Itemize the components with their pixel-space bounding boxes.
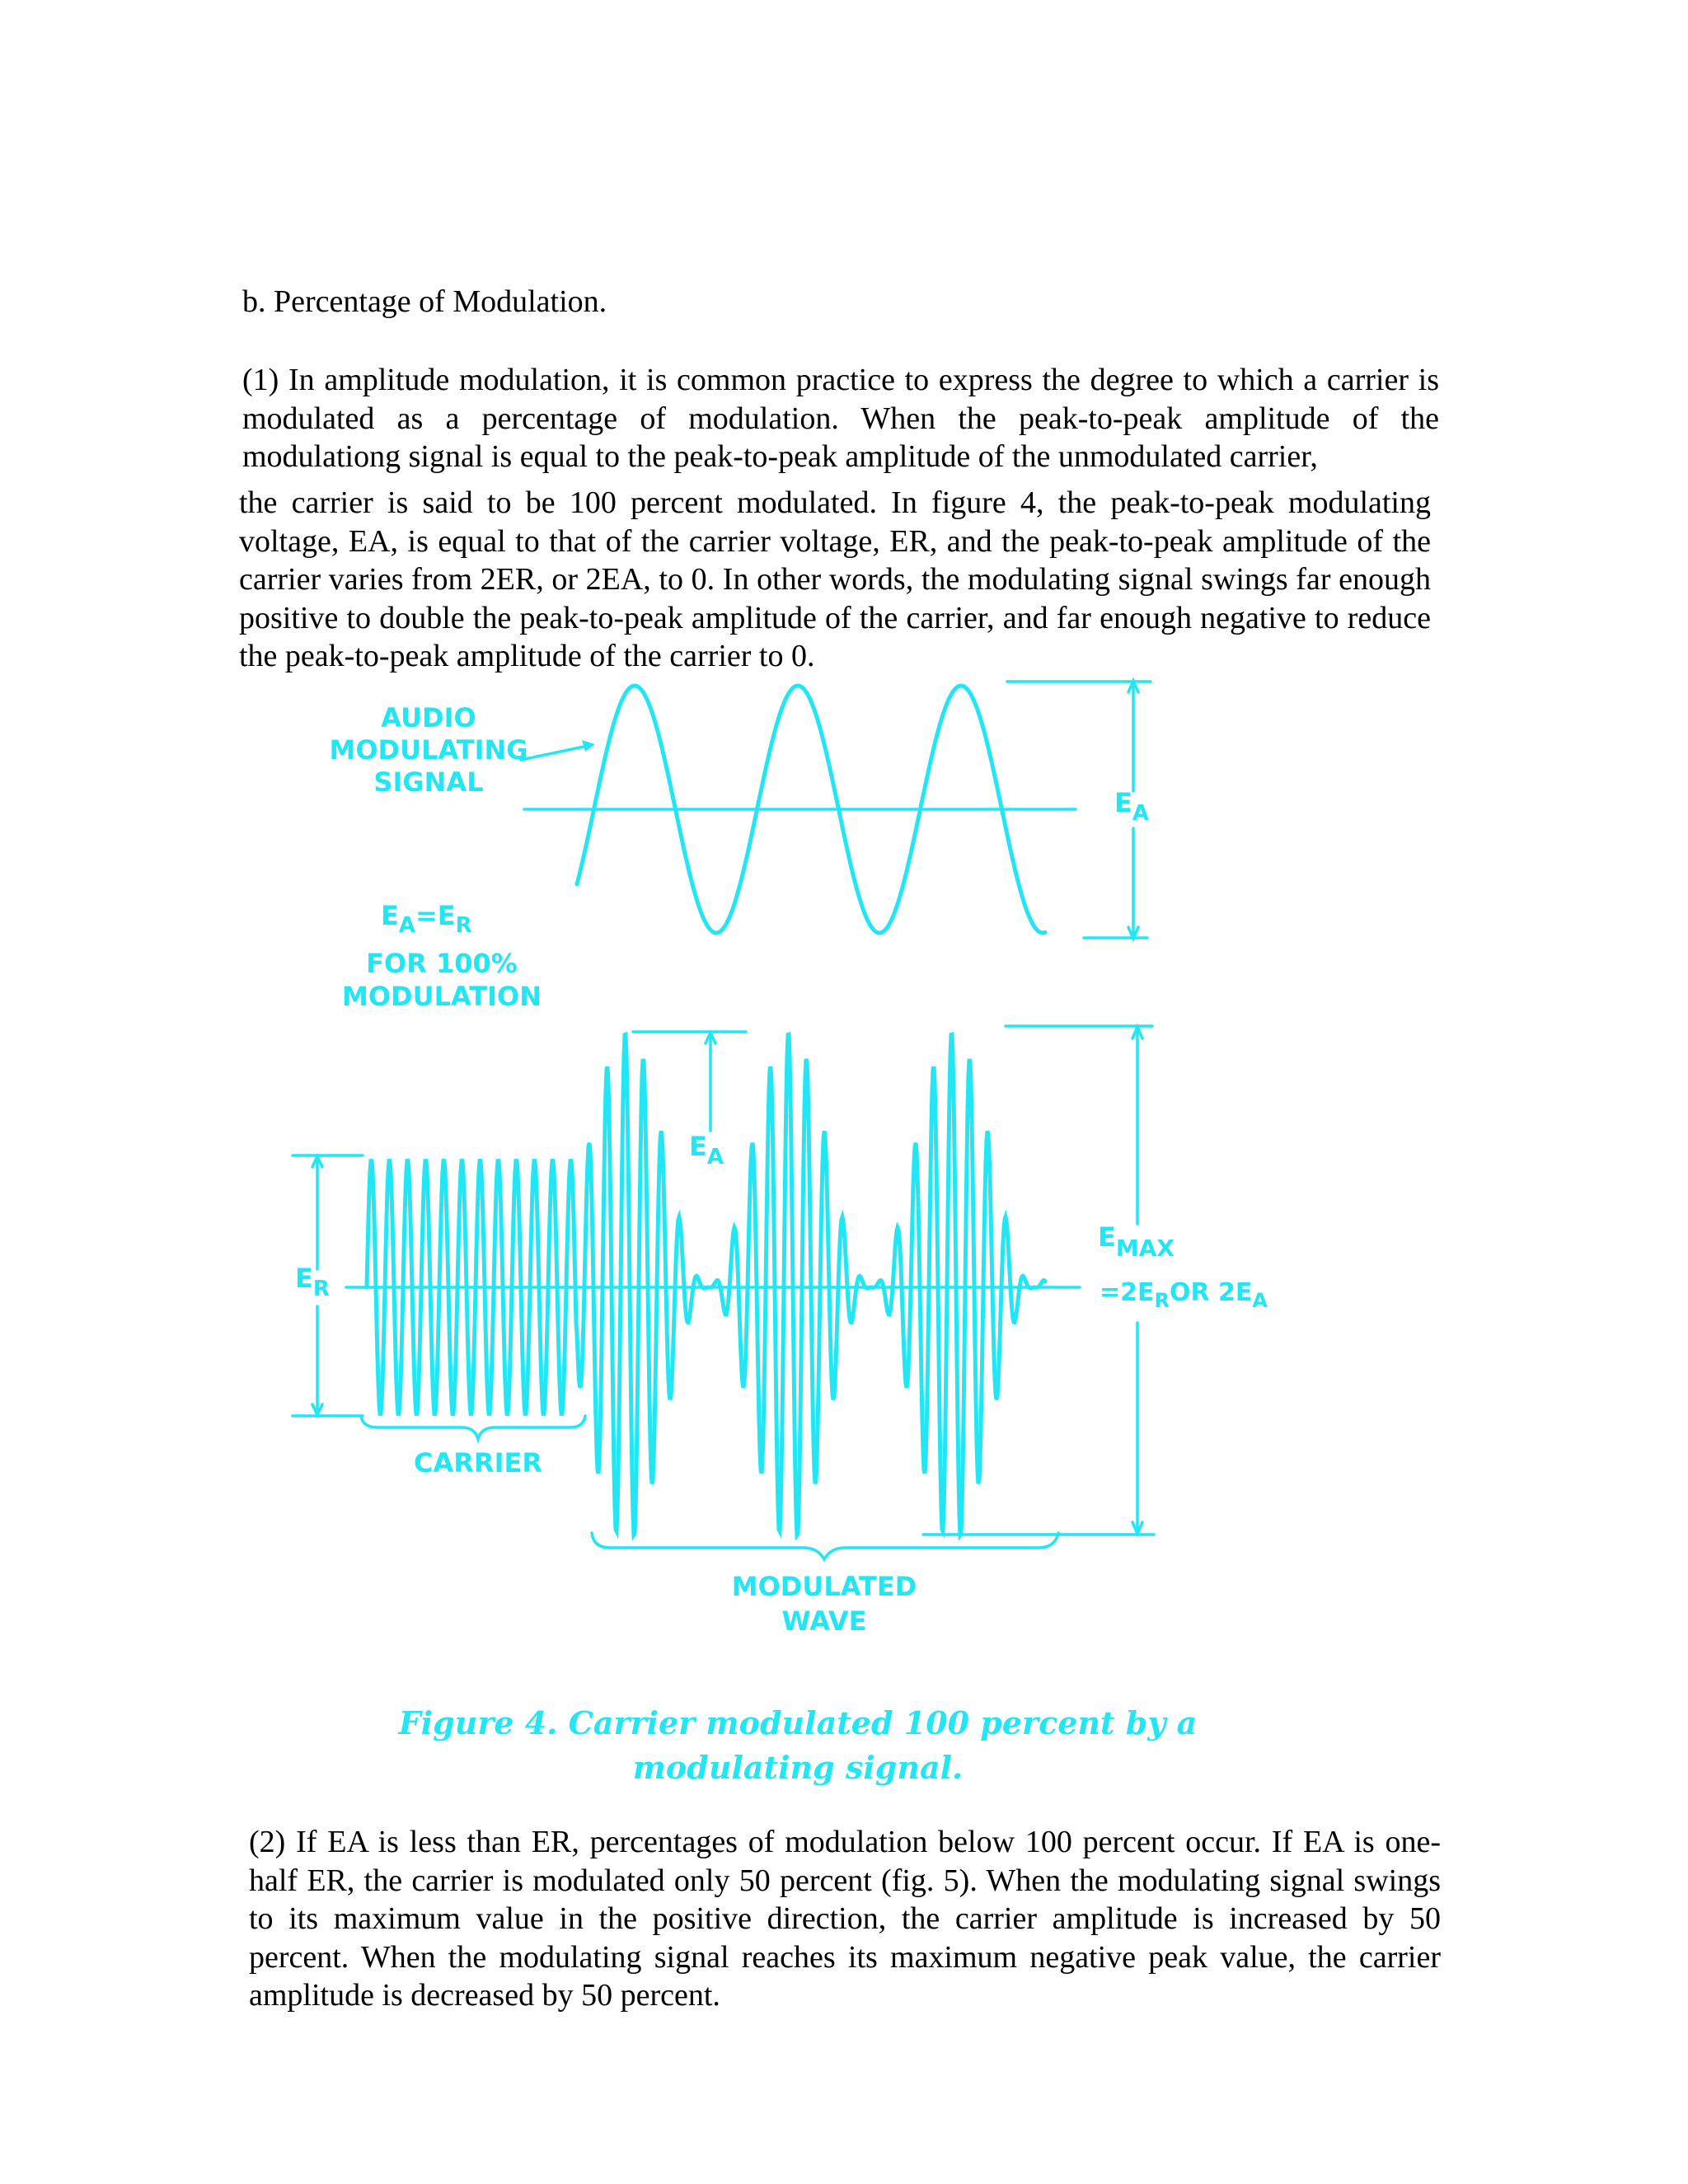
equation-right-base: E <box>437 900 456 931</box>
ea-top-label-base: E <box>1114 787 1132 818</box>
er-label-base: E <box>295 1263 313 1294</box>
modulated-wave-label <box>732 1571 917 1637</box>
modulated-label-line-1: MODULATED <box>731 1571 917 1602</box>
caption-line-1: Figure 4. Carrier modulated 100 percent by a <box>398 1704 1198 1741</box>
ea-equals-er-note <box>342 900 542 1012</box>
emax-label <box>1098 1221 1175 1262</box>
equation-left-subscript: A <box>398 913 415 938</box>
audio-signal-label <box>329 702 528 798</box>
er-label <box>295 1263 330 1301</box>
carrier-brace <box>361 1416 585 1439</box>
carrier-label: CARRIER <box>414 1447 542 1479</box>
ea-mid-label-subscript: A <box>706 1145 724 1169</box>
audio-label-line-1: AUDIO <box>381 702 476 733</box>
modulation-word-label: MODULATION <box>342 981 542 1012</box>
ea-top-label-subscript: A <box>1132 801 1149 826</box>
equation-label <box>381 900 472 938</box>
for-100-percent-label: FOR 100% <box>366 948 518 979</box>
paragraph-1-part-a: (1) In amplitude modulation, it is common practice to express the degree to which a carrier is modulated as a percentage of modulation. When the peak-to-peak amplitude of the modulationg signal is equal to the peak-to-peak amplitude of the unmodulated carrier, <box>242 363 1439 474</box>
equation-left-base: E <box>381 900 399 931</box>
audio-label-arrow <box>521 745 592 760</box>
emax-label-base: E <box>1098 1221 1116 1253</box>
caption-line-2: modulating signal. <box>632 1749 964 1786</box>
figure-caption <box>398 1704 1198 1786</box>
modulated-wave-brace <box>592 1533 1058 1559</box>
audio-label-line-2: MODULATING <box>329 734 528 766</box>
er-label-subscript: R <box>312 1277 330 1301</box>
audio-label-line-3: SIGNAL <box>373 766 484 798</box>
paragraph-2: (2) If EA is less than ER, percentages of modulation below 100 percent occur. If EA is one-half ER, the carrier is modulated only 50 percent (fig. 5). When the modulating signal swings to its maximum value in the positive direction, the carrier amplitude is increased by 50 percent. When the modulating signal reaches its maximum negative peak value, the carrier amplitude is decreased by 50 percent. <box>249 1825 1441 2013</box>
modulated-label-line-2: WAVE <box>781 1605 867 1637</box>
paragraph-1-part-b: the carrier is said to be 100 percent modulated. In figure 4, the peak-to-peak modulating voltage, EA, is equal to that of the carrier voltage, ER, and the peak-to-peak amplitude of the carrier varies from 2ER, or 2EA, to 0. In other words, the modulating signal swings far enough positive to double the peak-to-peak amplitude of the carrier, and far enough negative to reduce the peak-to-peak amplitude of the carrier to 0. <box>239 485 1431 673</box>
ea-top-label <box>1114 787 1149 826</box>
emax-equals-part-1: =2E <box>1100 1278 1155 1307</box>
equation-right-subscript: R <box>455 913 472 938</box>
audio-label-arrowhead <box>582 740 595 752</box>
emax-equals-sub-1: R <box>1154 1289 1170 1312</box>
ea-mid-label <box>689 1131 724 1169</box>
equation-equals: = <box>415 900 438 931</box>
emax-equals-part-2: OR 2E <box>1170 1278 1253 1307</box>
emax-label-subscript: MAX <box>1115 1235 1175 1262</box>
emax-equals-sub-2: A <box>1252 1289 1268 1312</box>
ea-mid-label-base: E <box>689 1131 707 1162</box>
emax-equals-label <box>1100 1278 1268 1312</box>
section-heading: b. Percentage of Modulation. <box>242 284 607 319</box>
